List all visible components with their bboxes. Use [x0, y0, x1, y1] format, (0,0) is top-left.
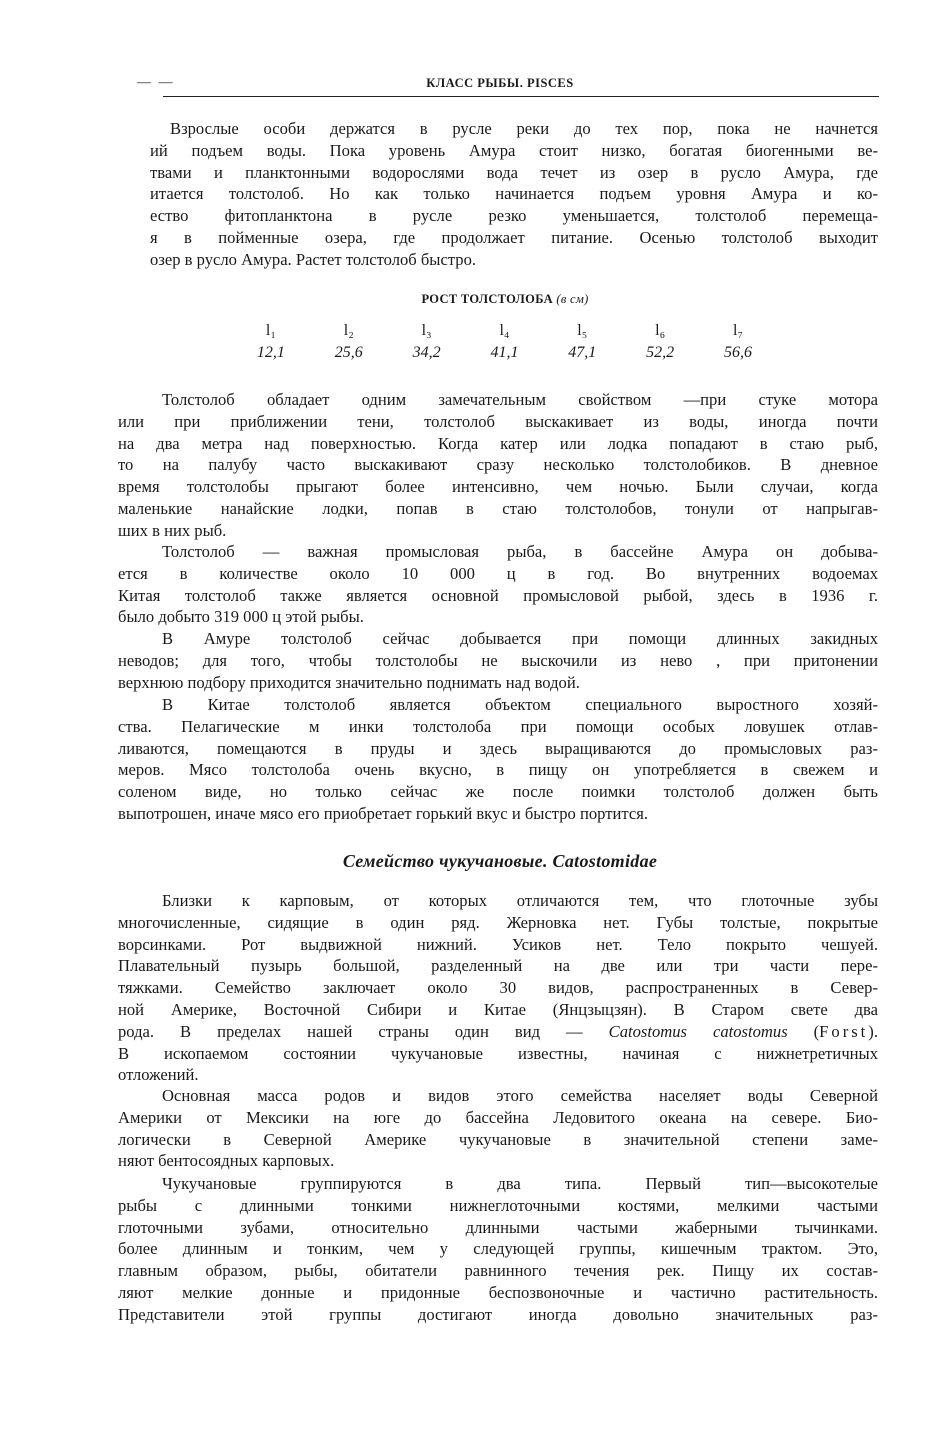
text-run: ).: [868, 1021, 878, 1041]
paragraph-distribution: [118, 1085, 878, 1172]
text-line: ливаются, помещаются в пруды и здесь выращиваются до промысловых раз-: [118, 738, 878, 758]
paragraph-fishery: [118, 541, 878, 628]
text-line: Представители этой группы достигают иногда довольно значительных раз-: [118, 1304, 878, 1324]
table-cell: 12,1: [256, 344, 285, 361]
paragraph-family-description: [118, 890, 878, 1086]
text-line: В Амуре толстолоб сейчас добывается при помощи длинных закидных: [162, 629, 878, 648]
text-line: Китая толстолоб также является основной промысловой рыбой, здесь в 1936 г.: [118, 585, 878, 605]
text-line: более длинным и тонким, чем у следующей группы, кишечным трактом. Это,: [118, 1239, 878, 1259]
text-line: я в пойменные озера, где продолжает питание. Осенью толстолоб выходит: [150, 227, 878, 247]
text-line: [118, 1021, 878, 1043]
growth-table-header-row: [232, 320, 777, 342]
text-line: Основная масса родов и видов этого семейства населяет воды Северной: [162, 1086, 878, 1105]
growth-table: [232, 320, 777, 364]
paragraph-two-types: [118, 1173, 878, 1326]
table-cell: 34,2: [412, 344, 441, 361]
growth-table-values-row: [232, 342, 777, 364]
text-line: ства. Пелагические м инки толстолоба при помощи особых ловушек отлав-: [118, 716, 878, 736]
text-line: Плавательный пузырь большой, разделенный на две или три части пере-: [118, 956, 878, 976]
header-rule: [163, 96, 879, 97]
author-name: Forst: [819, 1021, 869, 1041]
text-line: тяжками. Семейство заключает около 30 видов, распространенных в Север-: [118, 978, 878, 998]
running-header: КЛАСС РЫБЫ. PISCES: [426, 76, 574, 90]
text-line: Чукучановые группируются в два типа. Первый тип—высокотелые: [162, 1174, 878, 1193]
text-line: ий подъем воды. Пока уровень Амура стоит низко, богатая биогенными ве-: [150, 140, 878, 160]
text-line: отложений.: [118, 1065, 199, 1085]
text-line: многочисленные, сидящие в один ряд. Жерновка нет. Губы толстые, покрытые: [118, 912, 878, 932]
paragraph-amur-nets: [118, 628, 878, 693]
text-line: выпотрошен, иначе мясо его приобретает горький вкус и быстро портится.: [118, 803, 648, 823]
text-line: соленом виде, но только сейчас же после поимки толстолоб должен быть: [118, 782, 878, 802]
header-dashes: — —: [137, 75, 175, 90]
table-cell: l₁: [265, 322, 276, 339]
text-line: неводов; для того, чтобы толстолобы не выскочили из нево , при притонении: [118, 650, 878, 670]
paragraph-china: [118, 694, 878, 825]
section-heading: Семейство чукучановые. Catostomidae: [342, 851, 658, 871]
text-line: было добыто 319 000 ц этой рыбы.: [118, 607, 364, 627]
table-cell: 41,1: [490, 344, 519, 361]
text-line: на два метра над поверхностью. Когда катер или лодка попадают в стаю рыб,: [118, 433, 878, 453]
text-line: главным образом, рыбы, обитатели равнинного течения рек. Пищу их состав-: [118, 1261, 878, 1281]
text-line: Толстолоб — важная промысловая рыба, в бассейне Амура он добыва-: [162, 542, 878, 561]
table-cell: 47,1: [568, 344, 597, 361]
text-line: логически в Северной Америке чукучановые в значительной степени заме-: [118, 1129, 878, 1149]
text-line: то на палубу часто выскакивают сразу несколько толстолобиков. В дневное: [118, 455, 878, 475]
text-run: (: [787, 1021, 820, 1041]
table-cell: 56,6: [724, 344, 753, 361]
text-line: время толстолобы прыгают более интенсивно, чем ночью. Были случаи, когда: [118, 477, 878, 497]
text-line: ество фитопланктона в русле резко уменьшается, толстолоб перемеща-: [150, 206, 878, 226]
paragraph-jumping: [118, 389, 878, 542]
paragraph-adult-fish: [150, 118, 878, 271]
species-name: Catostomus catostomus: [608, 1021, 788, 1041]
text-line: меров. Мясо толстолоба очень вкусно, в пищу он употребляется в свежем и: [118, 760, 878, 780]
text-line: Взрослые особи держатся в русле реки до тех пор, пока не начнется: [170, 119, 878, 138]
text-line: ляют мелкие донные и придонные беспозвоночные и частично растительность.: [118, 1282, 878, 1302]
text-line: рыбы с длинными тонкими нижнеглоточными костями, мелкими частыми: [118, 1195, 878, 1215]
text-line: В Китае толстолоб является объектом специального выростного хозяй-: [162, 695, 878, 714]
text-line: ной Америке, Восточной Сибири и Китае (Янцзыцзян). В Старом свете два: [118, 999, 878, 1019]
text-line: озер в русло Амура. Растет толстолоб быстро.: [150, 249, 477, 269]
growth-table-unit: (в см): [556, 292, 589, 306]
table-cell: 52,2: [646, 344, 675, 361]
table-cell: 25,6: [334, 344, 363, 361]
table-cell: l₄: [499, 322, 510, 339]
table-cell: l₅: [577, 322, 588, 339]
table-cell: l₆: [655, 322, 666, 339]
text-line: верхнюю подбору приходится значительно поднимать над водой.: [118, 672, 580, 692]
text-run: рода. В пределах нашей страны один вид —: [118, 1021, 609, 1041]
text-line: няют бентосоядных карповых.: [118, 1151, 335, 1171]
text-line: маленькие нанайские лодки, попав в стаю толстолобов, тонули от напрыгав-: [118, 498, 878, 518]
text-line: Толстолоб обладает одним замечательным свойством —при стуке мотора: [162, 390, 878, 409]
text-line: твами и планктонными водорослями вода течет из озер в русло Амура, где: [150, 162, 878, 182]
text-line: итается толстолоб. Но как только начинается подъем уровня Амура и ко-: [150, 184, 878, 204]
table-cell: l₃: [421, 322, 432, 339]
text-line: или при приближении тени, толстолоб выскакивает из воды, иногда почти: [118, 411, 878, 431]
text-line: глоточными зубами, относительно длинными частыми жаберными тычинками.: [118, 1217, 878, 1237]
text-line: ворсинками. Рот выдвижной нижний. Усиков нет. Тело покрыто чешуей.: [118, 934, 878, 954]
growth-table-title: [400, 292, 610, 307]
text-line: Близки к карповым, от которых отличаются тем, что глоточные зубы: [162, 891, 878, 910]
table-cell: l₂: [343, 322, 354, 339]
growth-table-title-text: РОСТ ТОЛСТОЛОБА: [421, 292, 553, 306]
text-line: ших в них рыб.: [118, 520, 227, 540]
text-line: В ископаемом состоянии чукучановые известны, начиная с нижнетретичных: [118, 1043, 878, 1063]
text-line: Америки от Мексики на юге до бассейна Ледовитого океана на севере. Био-: [118, 1107, 878, 1127]
text-line: ется в количестве около 10 000 ц в год. Во внутренних водоемах: [118, 563, 878, 583]
table-cell: l₇: [733, 322, 744, 339]
